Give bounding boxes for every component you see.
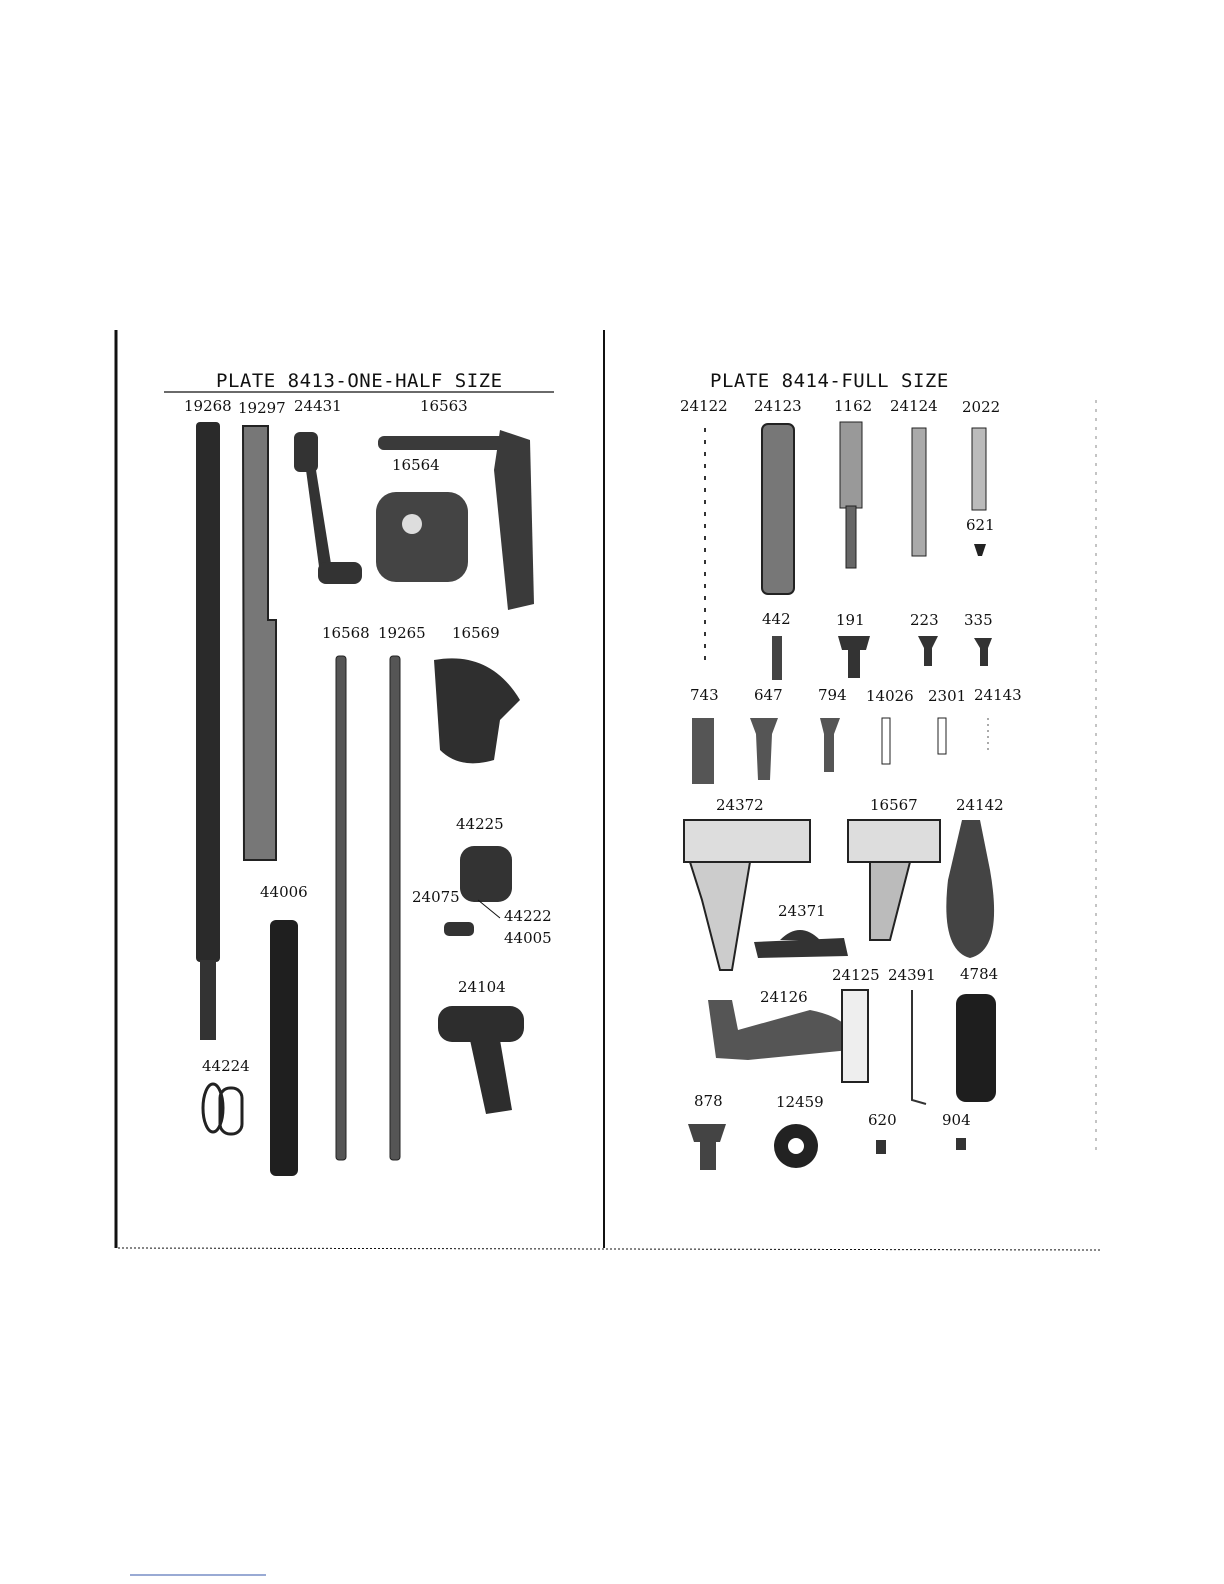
label-16569: 16569 <box>452 624 500 642</box>
part-24371 <box>754 930 848 958</box>
part-16564 <box>376 492 468 582</box>
part-19265 <box>390 656 400 1160</box>
label-621: 621 <box>966 516 995 534</box>
part-44224 <box>203 1084 242 1134</box>
part-794 <box>820 718 840 772</box>
part-24142 <box>946 820 994 958</box>
part-4784 <box>956 994 996 1102</box>
part-442 <box>772 636 782 680</box>
label-44222: 44222 <box>504 907 552 925</box>
label-44225: 44225 <box>456 815 504 833</box>
label-19297: 19297 <box>238 399 286 417</box>
label-904: 904 <box>942 1111 971 1129</box>
part-24125 <box>842 990 868 1082</box>
part-44006 <box>270 920 298 1176</box>
label-223: 223 <box>910 611 939 629</box>
label-647: 647 <box>754 686 783 704</box>
label-44224: 44224 <box>202 1057 250 1075</box>
label-24075: 24075 <box>412 888 460 906</box>
label-794: 794 <box>818 686 847 704</box>
part-2301 <box>938 718 946 754</box>
label-24142: 24142 <box>956 796 1004 814</box>
label-24124: 24124 <box>890 397 938 415</box>
label-44005: 44005 <box>504 929 552 947</box>
label-12459: 12459 <box>776 1093 824 1111</box>
label-14026: 14026 <box>866 687 914 705</box>
part-743 <box>692 718 714 784</box>
part-647 <box>750 718 778 780</box>
part-24123 <box>762 424 794 594</box>
part-24391 <box>912 990 926 1104</box>
label-24123: 24123 <box>754 397 802 415</box>
label-24371: 24371 <box>778 902 826 920</box>
part-335 <box>974 638 992 666</box>
label-24143: 24143 <box>974 686 1022 704</box>
part-24124 <box>912 428 926 556</box>
label-19265: 19265 <box>378 624 426 642</box>
label-16567: 16567 <box>870 796 918 814</box>
label-24431: 24431 <box>294 397 342 415</box>
part-19268 <box>196 422 220 962</box>
label-878: 878 <box>694 1092 723 1110</box>
label-24122: 24122 <box>680 397 728 415</box>
part-878 <box>688 1124 726 1170</box>
label-743: 743 <box>690 686 719 704</box>
label-24391: 24391 <box>888 966 936 984</box>
label-16568: 16568 <box>322 624 370 642</box>
label-442: 442 <box>762 610 791 628</box>
label-44006: 44006 <box>260 883 308 901</box>
label-24126: 24126 <box>760 988 808 1006</box>
part-24431 <box>294 432 362 584</box>
label-19268: 19268 <box>184 397 232 415</box>
label-191: 191 <box>836 611 865 629</box>
part-191 <box>838 636 870 678</box>
part-904 <box>956 1138 966 1150</box>
part-2022 <box>972 428 986 510</box>
label-335: 335 <box>964 611 993 629</box>
part-19297 <box>243 426 276 860</box>
part-24126 <box>708 1000 852 1060</box>
label-24104: 24104 <box>458 978 506 996</box>
label-2022: 2022 <box>962 398 1001 416</box>
part-24104 <box>438 1006 524 1114</box>
part-14026 <box>882 718 890 764</box>
part-223 <box>918 636 938 666</box>
part-16568 <box>336 656 346 1160</box>
label-16564: 16564 <box>392 456 440 474</box>
label-1162: 1162 <box>834 397 873 415</box>
plate-8414-title: PLATE 8414-FULL SIZE <box>710 370 949 392</box>
part-620 <box>876 1140 886 1154</box>
plate-8413-title: PLATE 8413-ONE-HALF SIZE <box>216 370 503 392</box>
label-24125: 24125 <box>832 966 880 984</box>
part-16569 <box>434 658 520 763</box>
part-621 <box>974 544 986 556</box>
label-16563: 16563 <box>420 397 468 415</box>
label-24372: 24372 <box>716 796 764 814</box>
label-2301: 2301 <box>928 687 967 705</box>
part-1162 <box>840 422 862 508</box>
label-4784: 4784 <box>960 965 999 983</box>
label-620: 620 <box>868 1111 897 1129</box>
part-16567 <box>848 820 940 940</box>
